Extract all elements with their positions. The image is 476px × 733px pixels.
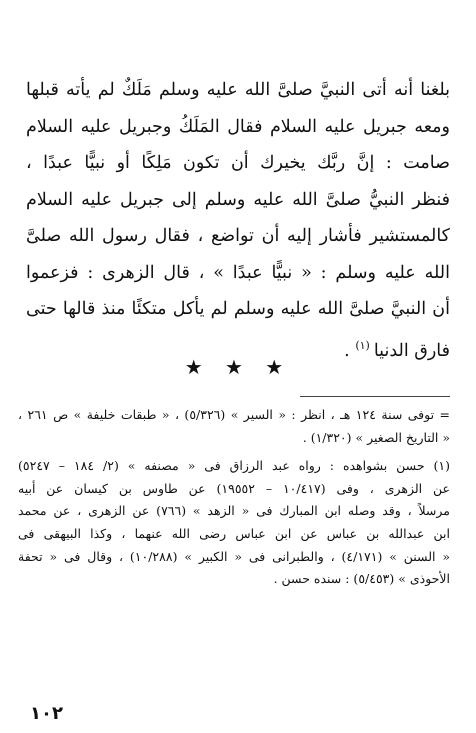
footnotes: [18, 404, 450, 591]
footnote-1-line-2: عن الزهرى ، وفى (١٠/٤١٧ – ١٩٥٥٢) عن طاوس بن كيسان عن أبيه: [18, 480, 450, 496]
footnote-1-line-6: الأحوذى » (٥/٤٥٣) : سنده حسن .: [273, 571, 450, 587]
body-line-1: بلغنا أنه أتى النبيَّ صلىَّ الله عليه وسلم مَلَكٌ لم يأته قبلها: [26, 80, 450, 100]
body-line-2: ومعه جبريل عليه السلام فقال المَلَكُ وجبريل عليه السلام: [26, 116, 450, 137]
footnote-1-line-3: مرسلاً ، وقد وصله ابن المبارك فى « الزهد » (٧٦٦) عن الزهرى ، عن محمد: [18, 503, 450, 519]
section-separator-stars: ★ ★ ★: [184, 355, 292, 379]
body-line-3: صامت : إنَّ ربَّك يخيرك أن تكون مَلِكًا أو نبيًّا عبدًا ،: [26, 153, 450, 173]
page-number: ١٠٢: [30, 703, 63, 724]
main-text: [26, 72, 450, 364]
footnote-rule: [300, 396, 450, 397]
footnote-continuation-line-1: = توفى سنة ١٢٤ هـ ، انظر : « السير » (٥/٣٢٦) ، « طبقات خليفة » ص ٢٦١ ،: [18, 407, 450, 422]
body-last-line-text: فارق الدنيا: [373, 340, 450, 361]
body-last-punct: .: [344, 340, 350, 361]
body-line-4: فنظر النبيُّ صلىَّ الله عليه وسلم إلى جبريل عليه السلام: [26, 189, 450, 210]
body-line-6: الله عليه وسلم : « نبيًّا عبدًا » ، قال الزهرى : فزعموا: [26, 262, 450, 283]
footnote-1-line-4: ابن عبدالله بن عباس عن ابن عباس رضى الله عنهما ، وكذا البيهقى فى: [18, 525, 450, 541]
footnote-reference[interactable]: (١): [355, 338, 370, 352]
footnote-1-line-1: (١) حسن بشواهده : رواه عبد الرزاق فى « مصنفه » (٢/ ١٨٤ – ٥٢٤٧): [18, 458, 450, 474]
footnote-continuation-line-2: « التاريخ الصغير » (١/٣٢٠) .: [302, 429, 450, 445]
body-line-7: أن النبيَّ صلىَّ الله عليه وسلم لم يأكل متكئًا منذ قالها حتى: [26, 299, 450, 319]
body-line-5: كالمستشير فأشار إليه أن تواضع ، فقال رسول الله صلىَّ: [26, 226, 450, 246]
footnote-1-line-5: « السنن » (٤/١٧١) ، والطبرانى فى « الكبير » (١٠/٢٨٨) ، وقال فى « تحفة: [18, 548, 450, 564]
